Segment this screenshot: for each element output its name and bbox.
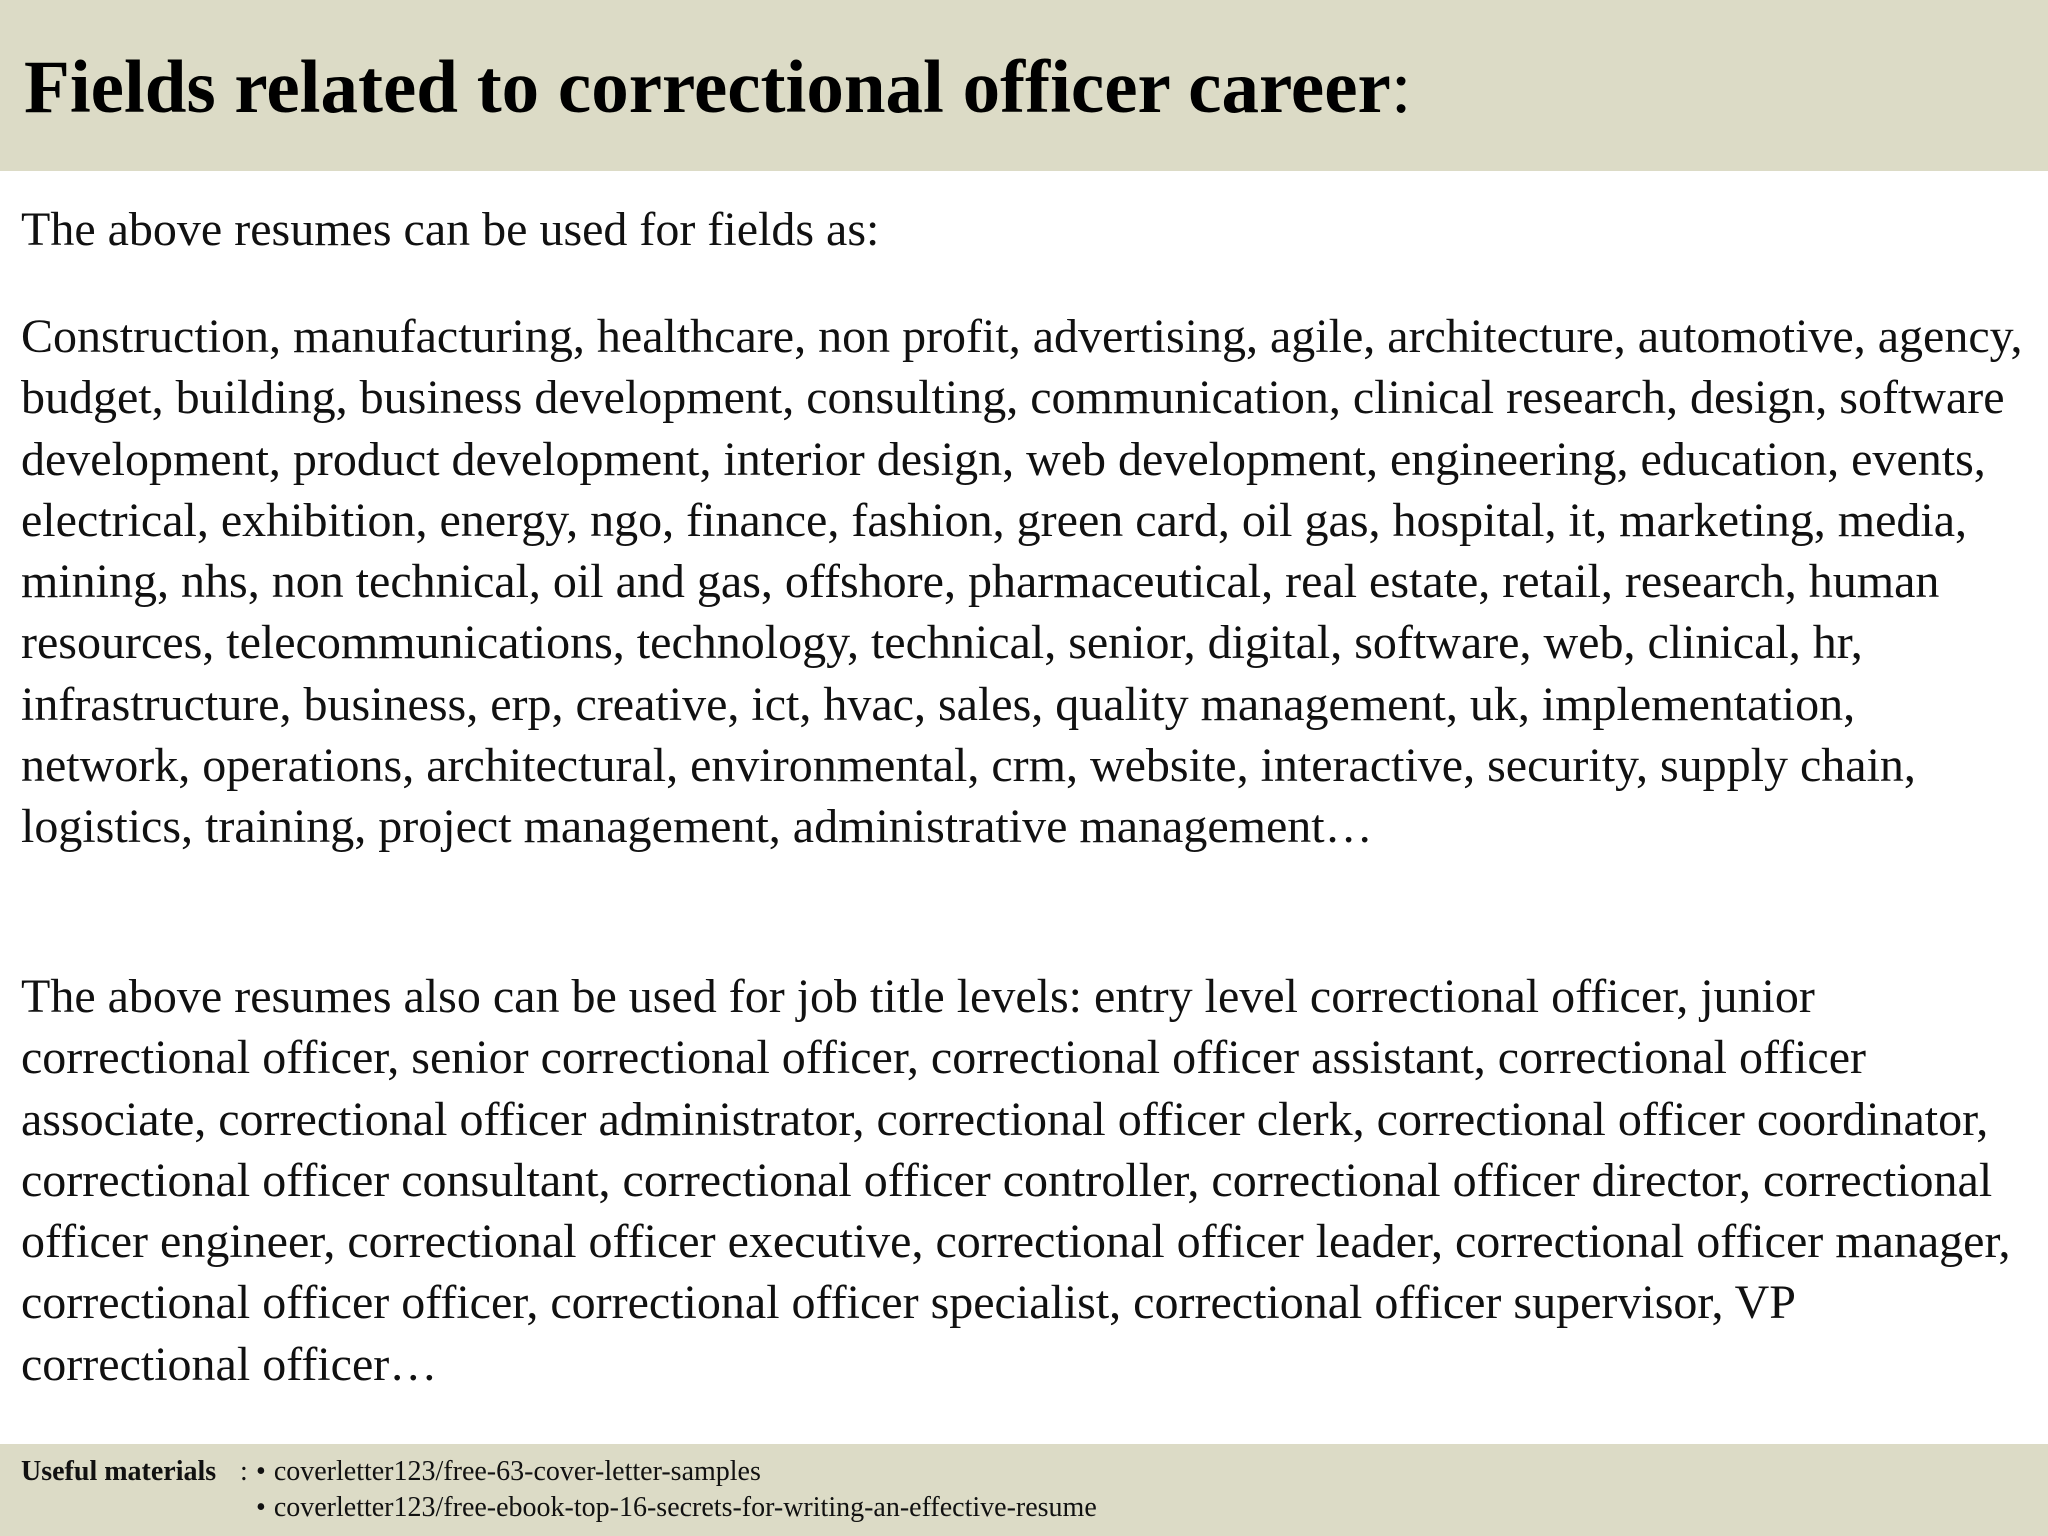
useful-materials-label: Useful materials [21,1456,217,1487]
useful-materials-list [256,1454,1097,1526]
footer-band [0,1444,2048,1536]
slide-title-text: Fields related to correctional officer career [24,46,1391,129]
slide-title-colon: : [1390,46,1412,129]
list-item [256,1490,1097,1526]
fields-paragraph: Construction, manufacturing, healthcare, non profit, advertising, agile, architecture, automotive, agency, budget, building, business development, consulting, communication, clinical research, design, software development, product development, interior design, web development, engineering, education, events, electrical, exhibition, energy, ngo, finance, fashion, green card, oil gas, hospital, it, marketing, media, mining, nhs, non technical, oil and gas, offshore, pharmaceutical, real estate, retail, research, human resources, telecommunications, technology, technical, senior, digital, software, web, clinical, hr, infrastructure, business, erp, creative, ict, hvac, sales, quality management, uk, implementation, network, operations, architectural, environmental, crm, website, interactive, security, supply chain, logistics, training, project management, administrative management… [21,310,2023,854]
bullet-icon: • [256,1492,266,1523]
job-levels-paragraph: The above resumes also can be used for job title levels: entry level correctional officer, junior correctional officer, senior correctional officer, correctional officer assistant, correctional officer associate, correctional officer administrator, correctional officer clerk, correctional officer coordinator, correctional officer consultant, correctional officer controller, correctional officer director, correctional officer engineer, correctional officer executive, correctional officer leader, correctional officer manager, correctional officer officer, correctional officer specialist, correctional officer supervisor, VP correctional officer… [21,970,2011,1391]
intro-paragraph: The above resumes can be used for fields as: [21,203,880,256]
slide-header [0,0,2048,171]
bullet-icon: • [256,1456,266,1487]
material-link-resume-ebook[interactable]: coverletter123/free-ebook-top-16-secrets-for-writing-an-effective-resume [273,1492,1097,1523]
list-item [256,1454,1097,1490]
slide-title [24,40,1412,136]
useful-materials-colon: : [240,1456,248,1487]
material-link-cover-letter-samples[interactable]: coverletter123/free-63-cover-letter-samples [273,1456,761,1487]
